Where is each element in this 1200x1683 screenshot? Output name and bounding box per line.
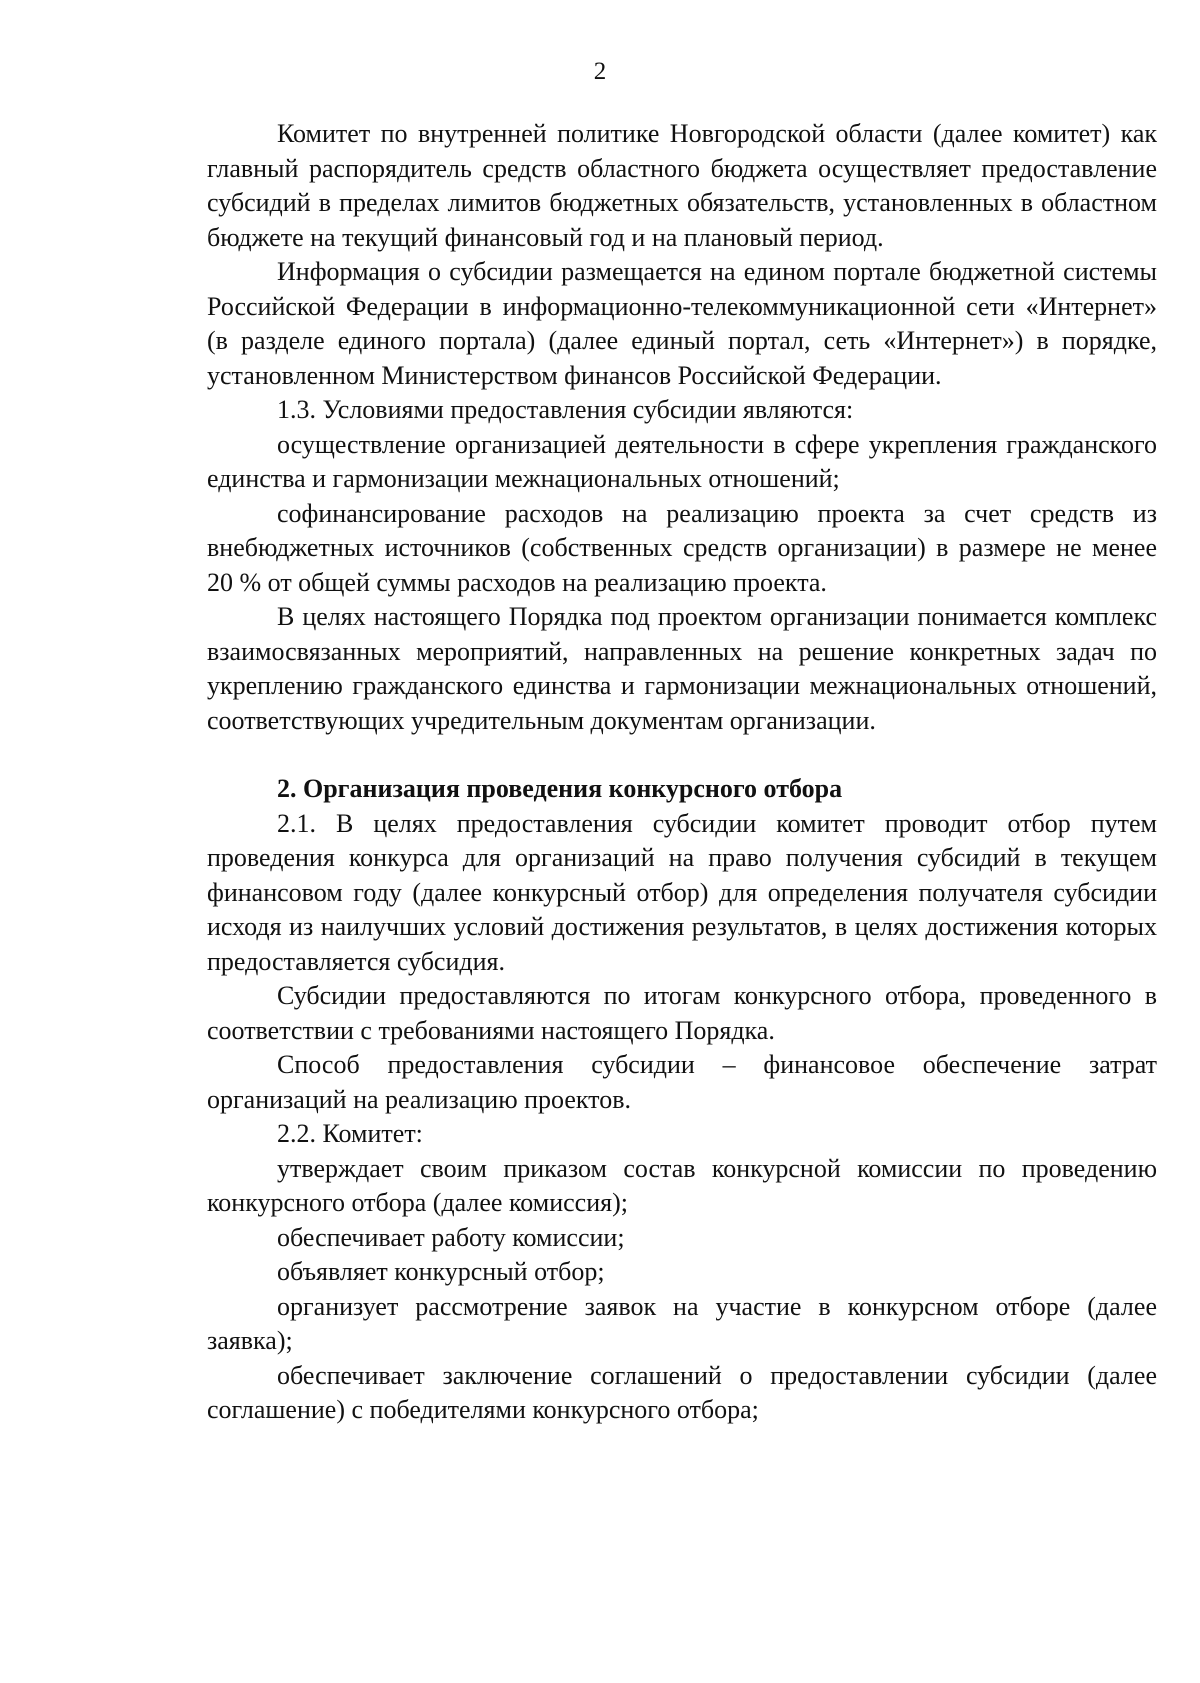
paragraph: 2.2. Комитет: xyxy=(277,1119,423,1148)
paragraph: В целях настоящего Порядка под проектом организации понимается комплекс взаимосвязанных мероприятий, направленных на решение конкретных задач по укреплению гражданского единства и гармонизации межнациональных отношений, соответствующих учредительным документам организации. xyxy=(207,602,1157,735)
section-heading: 2. Организация проведения конкурсного отбора xyxy=(277,774,843,803)
paragraph: утверждает своим приказом состав конкурсной комиссии по проведению конкурсного отбора (далее комиссия); xyxy=(207,1153,1157,1217)
paragraph: обеспечивает работу комиссии; xyxy=(277,1222,625,1252)
paragraph: осуществление организацией деятельности в сфере укрепления гражданского единства и гармонизации межнациональных отношений; xyxy=(207,429,1157,493)
paragraph: 2.1. В целях предоставления субсидии комитет проводит отбор путем проведения конкурса для организаций на право получения субсидий в текущем финансовом году (далее конкурсный отбор) для определения получателя субсидии исходя из наилучших условий достижения результатов, в целях достижения которых предоставляется субсидия. xyxy=(207,808,1157,976)
paragraph: организует рассмотрение заявок на участие в конкурсном отборе (далее заявка); xyxy=(207,1291,1157,1355)
paragraph: Субсидии предоставляются по итогам конкурсного отбора, проведенного в соответствии с требованиями настоящего Порядка. xyxy=(207,981,1157,1045)
paragraph: 1.3. Условиями предоставления субсидии являются: xyxy=(277,395,854,424)
paragraph: обеспечивает заключение соглашений о предоставлении субсидии (далее соглашение) с победителями конкурсного отбора; xyxy=(207,1360,1157,1424)
page-number: 2 xyxy=(593,58,607,85)
paragraph: объявляет конкурсный отбор; xyxy=(277,1257,605,1286)
paragraph: Комитет по внутренней политике Новгородской области (далее комитет) как главный распорядитель средств областного бюджета осуществляет предоставление субсидий в пределах лимитов бюджетных обязательств, установленных в областном бюджете на текущий финансовый год и на плановый период. xyxy=(207,119,1157,252)
document-body xyxy=(207,117,1157,1428)
paragraph: Способ предоставления субсидии – финансовое обеспечение затрат организаций на реализацию проектов. xyxy=(207,1050,1157,1114)
paragraph: Информация о субсидии размещается на едином портале бюджетной системы Российской Федерации в информационно-телекоммуникационной сети «Интернет» (в разделе единого портала) (далее единый портал, сеть «Интернет») в порядке, установленном Министерством финансов Российской Федерации. xyxy=(207,257,1157,390)
paragraph: софинансирование расходов на реализацию проекта за счет средств из внебюджетных источников (собственных средств организации) в размере не менее 20 % от общей суммы расходов на реализацию проекта. xyxy=(207,498,1157,597)
